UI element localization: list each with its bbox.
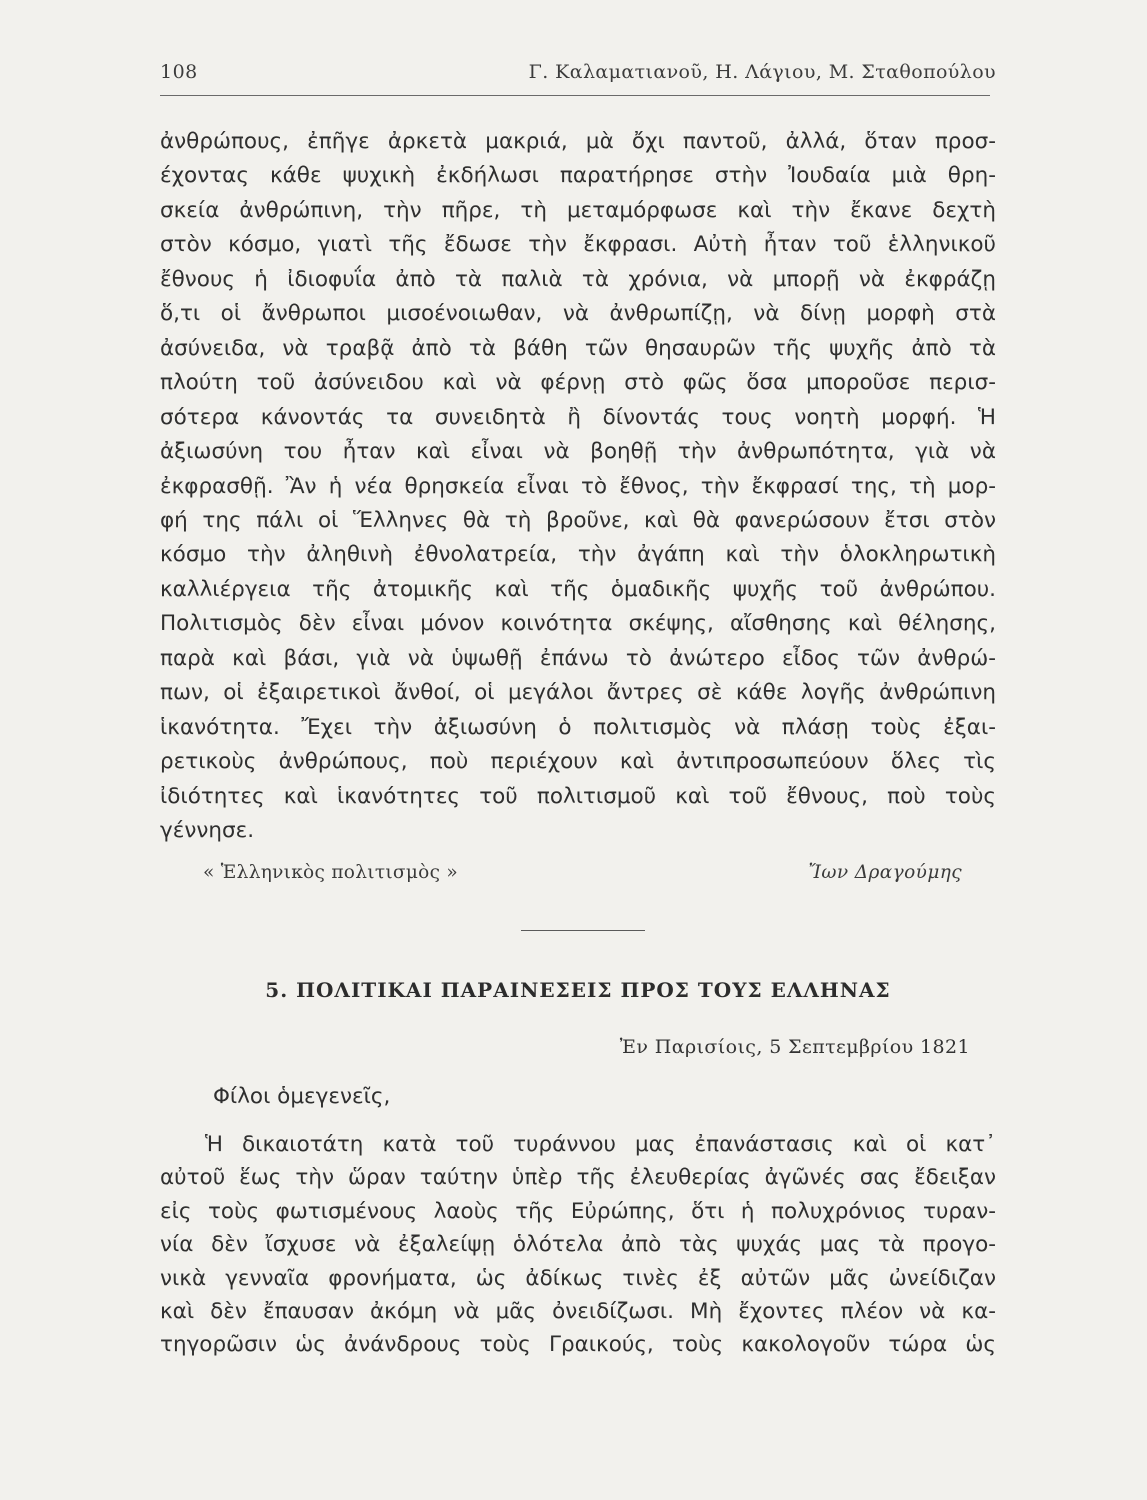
text-line: ρετικοὺς ἀνθρώπους, ποὺ περιέχουν καὶ ἀντιπροσωπεύουν ὅλες τὶς bbox=[160, 749, 996, 775]
text-line: ἀξιωσύνη του ἦταν καὶ εἶναι νὰ βοηθῇ τὴν ἀνθρωπότητα, γιὰ νὰ bbox=[160, 439, 996, 465]
page-number: 108 bbox=[160, 61, 198, 83]
text-line: τηγορῶσιν ὡς ἀνάνδρους τοὺς Γραικούς, τοὺς κακολογοῦν τώρα ὡς bbox=[160, 1332, 996, 1358]
letter-body bbox=[160, 1128, 996, 1362]
section-separator bbox=[521, 930, 645, 931]
text-line: ἀνθρώπους, ἐπῆγε ἀρκετὰ μακριά, μὰ ὄχι παντοῦ, ἀλλά, ὅταν προσ- bbox=[160, 129, 996, 154]
section-heading: 5. ΠΟΛΙΤΙΚΑΙ ΠΑΡΑΙΝΕΣΕΙΣ ΠΡΟΣ ΤΟΥΣ ΕΛΛΗΝΑΣ bbox=[265, 978, 891, 1002]
text-line: ἰδιότητες καὶ ἱκανότητες τοῦ πολιτισμοῦ καὶ τοῦ ἔθνους, ποὺ τοὺς bbox=[160, 783, 996, 809]
text-line: εἰς τοὺς φωτισμένους λαοὺς τῆς Εὐρώπης, ὅτι ἡ πολυχρόνιος τυραν- bbox=[160, 1198, 996, 1224]
salutation: Φίλοι ὁμεγενεῖς, bbox=[213, 1084, 391, 1109]
text-line: πλούτη τοῦ ἀσύνειδου καὶ νὰ φέρνῃ στὸ φῶς ὅσα μποροῦσε περισ- bbox=[160, 370, 996, 396]
text-line: ἱκανότητα. Ἔχει τὴν ἀξιωσύνη ὁ πολιτισμὸς νὰ πλάσῃ τοὺς ἐξαι- bbox=[160, 714, 996, 740]
text-line: σκεία ἀνθρώπινη, τὴν πῆρε, τὴ μεταμόρφωσε καὶ τὴν ἔκανε δεχτὴ bbox=[160, 197, 996, 223]
text-line: στὸν κόσμο, γιατὶ τῆς ἔδωσε τὴν ἔκφρασι. Αὐτὴ ἦταν τοῦ ἑλληνικοῦ bbox=[160, 232, 996, 258]
text-line: νία δὲν ἴσχυσε νὰ ἐξαλείψῃ ὁλότελα ἀπὸ τὰς ψυχάς μας τὰ προγο- bbox=[160, 1232, 996, 1258]
text-line: καλλιέργεια τῆς ἀτομικῆς καὶ τῆς ὁμαδικῆς ψυχῆς τοῦ ἀνθρώπου. bbox=[160, 576, 996, 602]
text-line: Πολιτισμὸς δὲν εἶναι μόνον κοινότητα σκέψης, αἴσθησης καὶ θέλησης, bbox=[160, 611, 996, 637]
text-line: παρὰ καὶ βάσι, γιὰ νὰ ὑψωθῇ ἐπάνω τὸ ἀνώτερο εἶδος τῶν ἀνθρώ- bbox=[160, 645, 996, 671]
text-line: κόσμο τὴν ἀληθινὴ ἐθνολατρεία, τὴν ἀγάπη καὶ τὴν ὁλοκληρωτικὴ bbox=[160, 542, 996, 568]
text-line: γέννησε. bbox=[160, 818, 255, 844]
text-line: έχοντας κάθε ψυχικὴ ἐκδήλωσι παρατήρησε στὴν Ἰουδαία μιὰ θρη- bbox=[160, 163, 996, 189]
source-author: Ἴων Δραγούμης bbox=[808, 862, 962, 883]
text-line: ἀσύνειδα, νὰ τραβᾷ ἀπὸ τὰ βάθη τῶν θησαυρῶν τῆς ψυχῆς ἀπὸ τὰ bbox=[160, 335, 996, 361]
text-line: καὶ δὲν ἔπαυσαν ἀκόμη νὰ μᾶς ὀνειδίζωσι. Μὴ ἔχοντες πλέον νὰ κα- bbox=[160, 1299, 996, 1325]
excerpt-body bbox=[160, 125, 996, 849]
source-citation bbox=[160, 860, 996, 886]
running-head bbox=[160, 58, 996, 86]
text-line: αὐτοῦ ἕως τὴν ὥραν ταύτην ὑπὲρ τῆς ἐλευθερίας ἀγῶνές σας ἔδειξαν bbox=[160, 1165, 996, 1191]
text-line: φή της πάλι οἱ Ἕλληνες θὰ τὴ βροῦνε, καὶ θὰ φανερώσουν ἔτσι στὸν bbox=[160, 507, 996, 533]
header-rule bbox=[160, 95, 990, 96]
text-line: σότερα κάνοντάς τα συνειδητὰ ἢ δίνοντάς τους νοητὴ μορφή. Ἡ bbox=[160, 404, 996, 430]
text-line: ὅ,τι οἱ ἄνθρωποι μισοένοιωθαν, νὰ ἀνθρωπίζῃ, νὰ δίνῃ μορφὴ στὰ bbox=[160, 301, 996, 327]
text-line: ἐκφρασθῇ. Ἂν ἡ νέα θρησκεία εἶναι τὸ ἔθνος, τὴν ἔκφρασί της, τὴ μορ- bbox=[160, 473, 996, 499]
source-title: « Ἑλληνικὸς πολιτισμὸς » bbox=[203, 862, 459, 883]
text-line: Ἡ δικαιοτάτη κατὰ τοῦ τυράννου μας ἐπανάστασις καὶ οἱ κατ᾽ bbox=[205, 1132, 996, 1157]
dateline: Ἐν Παρισίοις, 5 Σεπτεμβρίου 1821 bbox=[619, 1036, 970, 1058]
text-line: πων, οἱ ἐξαιρετικοὶ ἄνθοί, οἱ μεγάλοι ἄντρες σὲ κάθε λογῆς ἀνθρώπινη bbox=[160, 680, 996, 706]
text-line: νικὰ γενναῖα φρονήματα, ὡς ἀδίκως τινὲς ἐξ αὐτῶν μᾶς ὠνείδιζαν bbox=[160, 1265, 996, 1291]
running-head-authors: Γ. Καλαματιανοῦ, Η. Λάγιου, Μ. Σταθοπούλου bbox=[528, 61, 996, 83]
text-line: ἔθνους ἡ ἰδιοφυΐα ἀπὸ τὰ παλιὰ τὰ χρόνια, νὰ μπορῇ νὰ ἐκφράζῃ bbox=[160, 266, 996, 292]
